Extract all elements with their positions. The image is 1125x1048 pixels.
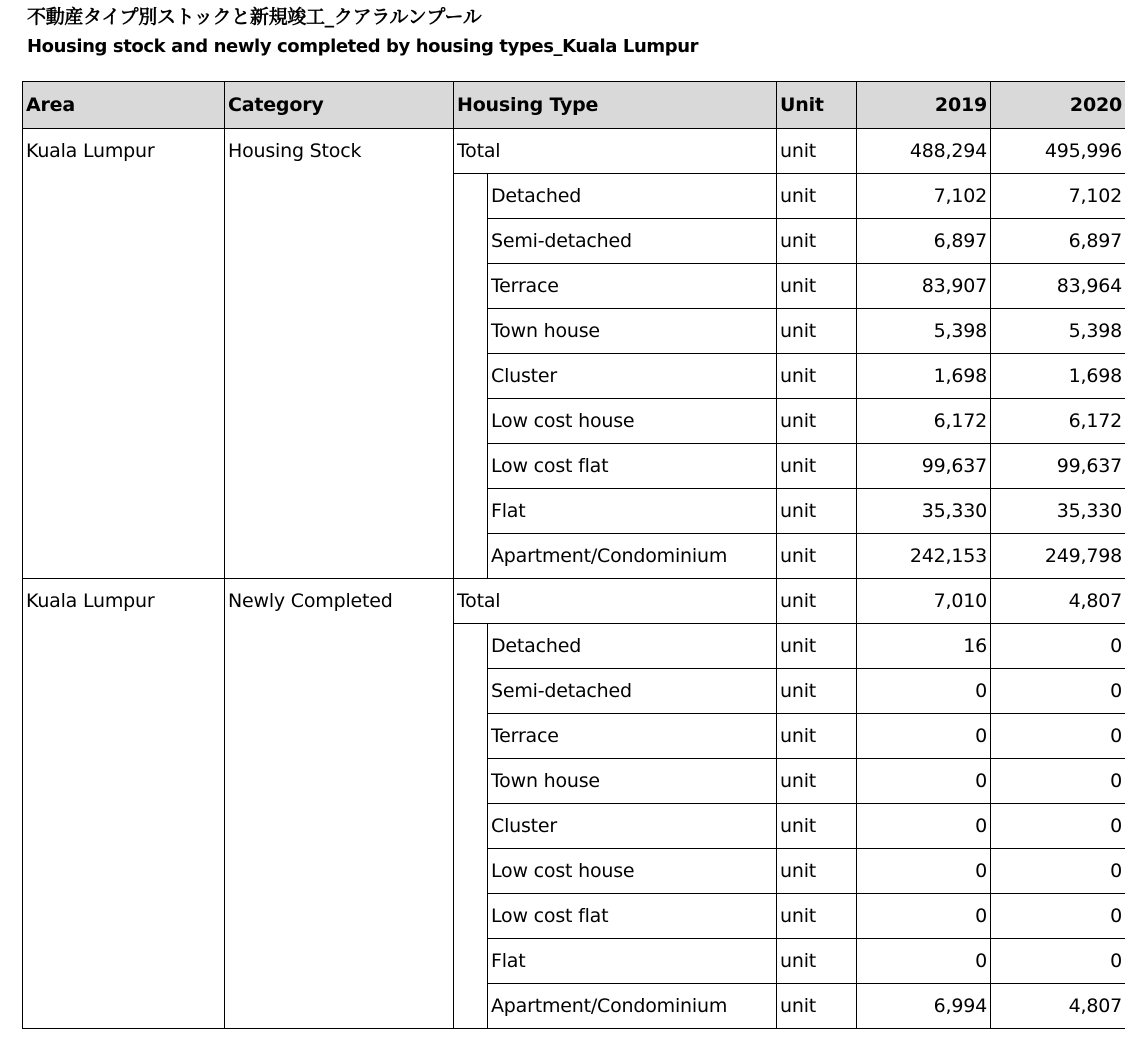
cell-unit[interactable]: unit xyxy=(777,174,857,219)
cell-housing-type[interactable]: Low cost house xyxy=(488,399,777,444)
cell-value-2020[interactable]: 249,798 xyxy=(991,534,1125,579)
cell-value-2019[interactable]: 6,172 xyxy=(857,399,991,444)
cell-value-2019[interactable]: 6,994 xyxy=(857,984,991,1029)
table-row-total xyxy=(23,129,1125,174)
cell-unit[interactable]: unit xyxy=(777,849,857,894)
cell-value-2019[interactable]: 35,330 xyxy=(857,489,991,534)
cell-unit[interactable]: unit xyxy=(777,894,857,939)
cell-unit[interactable]: unit xyxy=(777,714,857,759)
cell-value-2020[interactable]: 0 xyxy=(991,939,1125,984)
cell-value-2019[interactable]: 6,897 xyxy=(857,219,991,264)
cell-unit[interactable]: unit xyxy=(777,489,857,534)
cell-housing-type[interactable]: Semi-detached xyxy=(488,669,777,714)
cell-value-2019[interactable]: 7,010 xyxy=(857,579,991,624)
cell-housing-type[interactable]: Detached xyxy=(488,174,777,219)
cell-value-2020[interactable]: 7,102 xyxy=(991,174,1125,219)
cell-value-2019[interactable]: 0 xyxy=(857,804,991,849)
indent-cell xyxy=(454,624,488,1029)
header-area[interactable]: Area xyxy=(23,82,225,129)
cell-value-2019[interactable]: 0 xyxy=(857,759,991,804)
cell-unit[interactable]: unit xyxy=(777,759,857,804)
cell-housing-type[interactable]: Flat xyxy=(488,939,777,984)
cell-value-2020[interactable]: 83,964 xyxy=(991,264,1125,309)
cell-area[interactable]: Kuala Lumpur xyxy=(23,129,225,579)
cell-value-2020[interactable]: 4,807 xyxy=(991,579,1125,624)
cell-value-2020[interactable]: 495,996 xyxy=(991,129,1125,174)
cell-value-2020[interactable]: 0 xyxy=(991,759,1125,804)
cell-unit[interactable]: unit xyxy=(777,624,857,669)
cell-value-2019[interactable]: 99,637 xyxy=(857,444,991,489)
cell-value-2020[interactable]: 0 xyxy=(991,624,1125,669)
cell-housing-type[interactable]: Semi-detached xyxy=(488,219,777,264)
cell-unit[interactable]: unit xyxy=(777,444,857,489)
cell-value-2020[interactable]: 35,330 xyxy=(991,489,1125,534)
cell-value-2020[interactable]: 6,172 xyxy=(991,399,1125,444)
cell-unit[interactable]: unit xyxy=(777,939,857,984)
cell-value-2019[interactable]: 0 xyxy=(857,894,991,939)
cell-value-2020[interactable]: 0 xyxy=(991,669,1125,714)
cell-housing-type[interactable]: Detached xyxy=(488,624,777,669)
cell-housing-type[interactable]: Low cost flat xyxy=(488,894,777,939)
cell-value-2020[interactable]: 1,698 xyxy=(991,354,1125,399)
cell-value-2020[interactable]: 0 xyxy=(991,894,1125,939)
cell-value-2019[interactable]: 0 xyxy=(857,669,991,714)
cell-housing-type[interactable]: Terrace xyxy=(488,264,777,309)
header-2020[interactable]: 2020 xyxy=(991,82,1125,129)
cell-housing-type[interactable]: Apartment/Condominium xyxy=(488,984,777,1029)
cell-unit[interactable]: unit xyxy=(777,354,857,399)
table-body xyxy=(23,129,1125,1029)
page-title-japanese: 不動産タイプ別ストックと新規竣工_クアラルンプール xyxy=(27,6,482,28)
cell-housing-type[interactable]: Cluster xyxy=(488,804,777,849)
table-row-total xyxy=(23,579,1125,624)
cell-housing-type[interactable]: Total xyxy=(454,129,777,174)
cell-unit[interactable]: unit xyxy=(777,219,857,264)
cell-housing-type[interactable]: Town house xyxy=(488,309,777,354)
cell-category[interactable]: Housing Stock xyxy=(225,129,454,579)
cell-value-2019[interactable]: 7,102 xyxy=(857,174,991,219)
cell-value-2019[interactable]: 242,153 xyxy=(857,534,991,579)
cell-value-2020[interactable]: 0 xyxy=(991,804,1125,849)
cell-unit[interactable]: unit xyxy=(777,804,857,849)
header-category[interactable]: Category xyxy=(225,82,454,129)
cell-housing-type[interactable]: Terrace xyxy=(488,714,777,759)
cell-value-2020[interactable]: 0 xyxy=(991,714,1125,759)
header-row xyxy=(23,82,1125,129)
cell-unit[interactable]: unit xyxy=(777,399,857,444)
cell-unit[interactable]: unit xyxy=(777,669,857,714)
cell-housing-type[interactable]: Total xyxy=(454,579,777,624)
cell-housing-type[interactable]: Apartment/Condominium xyxy=(488,534,777,579)
cell-value-2020[interactable]: 4,807 xyxy=(991,984,1125,1029)
cell-housing-type[interactable]: Cluster xyxy=(488,354,777,399)
cell-housing-type[interactable]: Low cost flat xyxy=(488,444,777,489)
cell-unit[interactable]: unit xyxy=(777,264,857,309)
cell-unit[interactable]: unit xyxy=(777,534,857,579)
cell-value-2019[interactable]: 488,294 xyxy=(857,129,991,174)
cell-unit[interactable]: unit xyxy=(777,579,857,624)
header-housing-type[interactable]: Housing Type xyxy=(454,82,777,129)
page-title-english: Housing stock and newly completed by housing types_Kuala Lumpur xyxy=(27,36,699,57)
cell-value-2019[interactable]: 16 xyxy=(857,624,991,669)
cell-value-2020[interactable]: 6,897 xyxy=(991,219,1125,264)
header-unit[interactable]: Unit xyxy=(777,82,857,129)
cell-value-2020[interactable]: 5,398 xyxy=(991,309,1125,354)
cell-value-2019[interactable]: 0 xyxy=(857,849,991,894)
cell-unit[interactable]: unit xyxy=(777,309,857,354)
title-block xyxy=(27,4,1117,59)
indent-cell xyxy=(454,174,488,579)
cell-value-2019[interactable]: 5,398 xyxy=(857,309,991,354)
cell-category[interactable]: Newly Completed xyxy=(225,579,454,1029)
cell-value-2020[interactable]: 0 xyxy=(991,849,1125,894)
cell-housing-type[interactable]: Town house xyxy=(488,759,777,804)
cell-value-2020[interactable]: 99,637 xyxy=(991,444,1125,489)
cell-value-2019[interactable]: 1,698 xyxy=(857,354,991,399)
cell-value-2019[interactable]: 0 xyxy=(857,939,991,984)
cell-unit[interactable]: unit xyxy=(777,984,857,1029)
cell-value-2019[interactable]: 83,907 xyxy=(857,264,991,309)
cell-value-2019[interactable]: 0 xyxy=(857,714,991,759)
cell-unit[interactable]: unit xyxy=(777,129,857,174)
cell-area[interactable]: Kuala Lumpur xyxy=(23,579,225,1029)
cell-housing-type[interactable]: Low cost house xyxy=(488,849,777,894)
header-2019[interactable]: 2019 xyxy=(857,82,991,129)
cell-housing-type[interactable]: Flat xyxy=(488,489,777,534)
housing-table xyxy=(22,81,1125,1029)
